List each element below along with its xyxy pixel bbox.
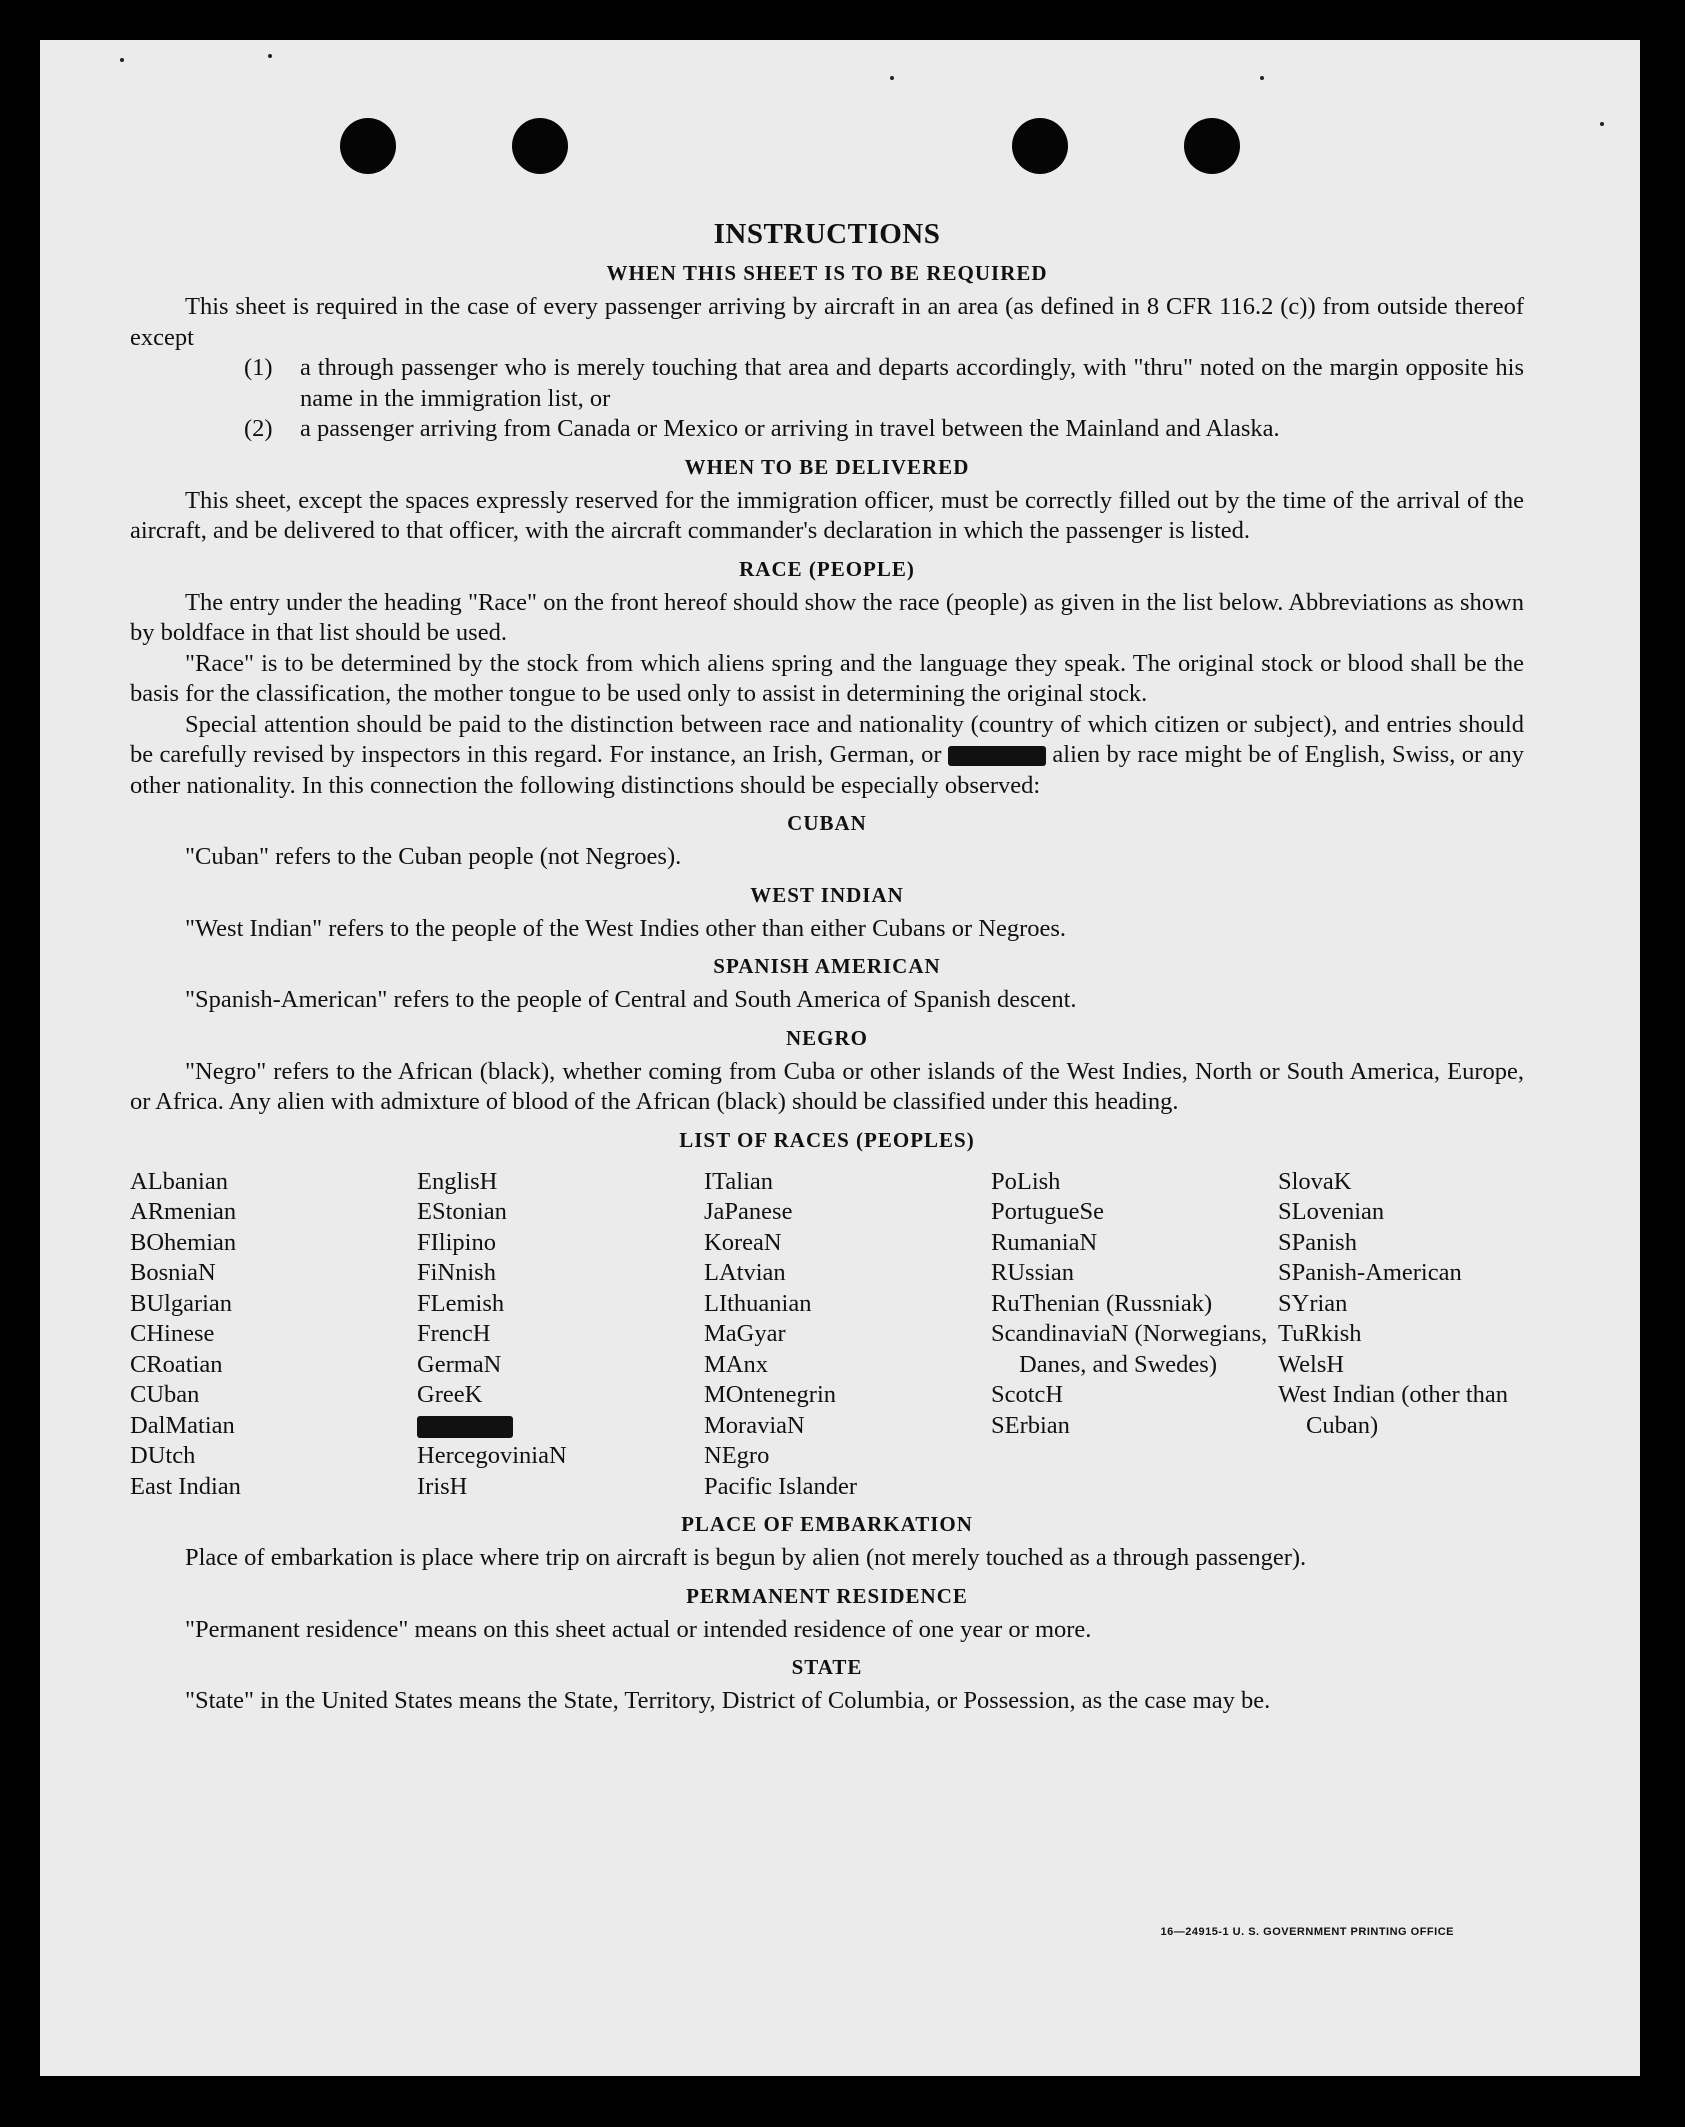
exception-item [244, 414, 1524, 445]
heading-cuban: CUBAN [787, 811, 867, 835]
punch-hole [340, 118, 396, 174]
race-paragraph-3a: Special attention should be paid to the distinction between race and nationality (country of which citizen or subject), and entries should be carefully revised by inspectors in this regard. For instance, an Irish, German, or [130, 710, 1524, 768]
printer-imprint: 16—24915-1 U. S. GOVERNMENT PRINTING OFFICE [1160, 1926, 1454, 1938]
races-column-4 [991, 1167, 1278, 1503]
race-entry: West Indian (other than Cuban) [1278, 1381, 1509, 1439]
exceptions-list [244, 353, 1524, 445]
race-entry: NEgro [704, 1442, 770, 1469]
punch-hole [1184, 118, 1240, 174]
race-entry-redacted [417, 1411, 704, 1442]
page-title: INSTRUCTIONS [713, 218, 941, 250]
heading-race: RACE (PEOPLE) [739, 556, 915, 581]
exception-text: a passenger arriving from Canada or Mexico or arriving in travel between the Mainland and Alaska. [300, 415, 1280, 442]
heading-when-required: WHEN THIS SHEET IS TO BE REQUIRED [606, 261, 1048, 285]
embarkation-text: Place of embarkation is place where trip on aircraft is begun by alien (not merely touched as a through passenger). [185, 1544, 1307, 1571]
race-entry: RuThenian (Russniak) [991, 1289, 1213, 1317]
west-indian-text: "West Indian" refers to the people of the West Indies other than either Cubans or Negroes. [185, 914, 1067, 942]
races-column-5 [1278, 1167, 1524, 1503]
race-entry: SPanish-American [1278, 1259, 1462, 1286]
heading-state: STATE [791, 1655, 863, 1679]
race-entry: DalMatian [130, 1411, 235, 1439]
race-entry: WelsH [1278, 1350, 1345, 1378]
redaction-mark [948, 746, 1046, 766]
race-entry: TuRkish [1278, 1320, 1362, 1347]
races-column-2 [417, 1167, 704, 1503]
heading-embarkation: PLACE OF EMBARKATION [681, 1512, 973, 1536]
exception-item [244, 353, 1524, 414]
race-entry: EnglisH [417, 1167, 498, 1195]
race-paragraph-3 [130, 710, 1524, 802]
punch-hole [1012, 118, 1068, 174]
race-entry: HercegoviniaN [417, 1442, 567, 1469]
race-entry: SLovenian [1278, 1198, 1385, 1225]
race-entry: PortugueSe [991, 1198, 1104, 1225]
when-required-intro: This sheet is required in the case of every passenger arriving by aircraft in an area (as defined in 8 CFR 116.2 (c)) from outside thereof except [130, 293, 1524, 351]
heading-permanent-residence: PERMANENT RESIDENCE [686, 1583, 968, 1608]
race-entry: SlovaK [1278, 1167, 1352, 1195]
speck [268, 54, 272, 58]
race-entry: MaGyar [704, 1320, 786, 1347]
race-entry: FiNnish [417, 1259, 496, 1286]
race-entry: CHinese [130, 1320, 215, 1347]
race-entry: MAnx [704, 1350, 768, 1378]
race-paragraph-3b: alien by race might be of English, Swiss, or any other nationality. In this connection the following distinctions should be especially observed: [130, 741, 1524, 799]
race-entry: DUtch [130, 1442, 196, 1469]
races-list [130, 1167, 1524, 1503]
race-entry: BOhemian [130, 1228, 237, 1256]
heading-spanish-american: SPANISH AMERICAN [713, 954, 941, 978]
race-entry: LIthuanian [704, 1289, 812, 1317]
race-entry: RUssian [991, 1259, 1075, 1286]
punch-hole [512, 118, 568, 174]
race-entry: MOntenegrin [704, 1381, 836, 1408]
race-entry: GermaN [417, 1350, 502, 1378]
race-entry: ITalian [704, 1167, 774, 1195]
race-entry: SPanish [1278, 1228, 1357, 1256]
negro-text: "Negro" refers to the African (black), whether coming from Cuba or other islands of the West Indies, North or South America, Europe, or Africa. Any alien with admixture of blood of the African (black) should be classified under this heading. [130, 1057, 1524, 1115]
heading-when-delivered: WHEN TO BE DELIVERED [684, 454, 970, 479]
races-column-3 [704, 1167, 991, 1503]
race-entry: RumaniaN [991, 1228, 1098, 1256]
race-entry: ScandinaviaN (Norwegians, Danes, and Swedes) [991, 1320, 1268, 1378]
spanish-american-text: "Spanish-American" refers to the people of Central and South America of Spanish descent. [185, 986, 1077, 1013]
exception-text: a through passenger who is merely touching that area and departs accordingly, with "thru" noted on the margin opposite his name in the immigration list, or [300, 354, 1524, 412]
race-entry: FIlipino [417, 1228, 496, 1256]
race-entry: IrisH [417, 1472, 468, 1500]
content [130, 218, 1524, 1717]
race-entry: MoraviaN [704, 1411, 805, 1439]
race-entry: ARmenian [130, 1198, 237, 1225]
speck [1260, 76, 1264, 80]
race-entry: JaPanese [704, 1198, 793, 1225]
speck [1600, 122, 1604, 126]
race-entry: GreeK [417, 1381, 483, 1408]
race-entry: FLemish [417, 1289, 505, 1317]
race-entry: PoLish [991, 1167, 1061, 1195]
exception-number: (1) [244, 354, 273, 381]
speck [890, 76, 894, 80]
permanent-residence-text: "Permanent residence" means on this sheet actual or intended residence of one year or more. [185, 1615, 1092, 1643]
race-entry: CRoatian [130, 1350, 223, 1378]
state-text: "State" in the United States means the State, Territory, District of Columbia, or Possession, as the case may be. [185, 1687, 1271, 1714]
race-entry: CUban [130, 1381, 200, 1408]
race-paragraph-1: The entry under the heading "Race" on the front hereof should show the race (people) as given in the list below. Abbreviations as shown by boldface in that list should be used. [130, 588, 1524, 646]
heading-west-indian: WEST INDIAN [750, 882, 904, 907]
race-entry: SYrian [1278, 1289, 1348, 1317]
document-sheet [40, 40, 1640, 2076]
race-entry: ALbanian [130, 1167, 228, 1195]
exception-number: (2) [244, 415, 273, 442]
cuban-text: "Cuban" refers to the Cuban people (not Negroes). [185, 843, 682, 870]
race-entry: BosniaN [130, 1259, 216, 1286]
race-entry: KoreaN [704, 1228, 782, 1256]
race-entry: ScotcH [991, 1381, 1064, 1408]
heading-negro: NEGRO [785, 1025, 868, 1050]
speck [120, 58, 124, 62]
redaction-mark [417, 1416, 513, 1438]
race-entry: SErbian [991, 1411, 1070, 1439]
race-entry: EStonian [417, 1198, 507, 1225]
heading-list-of-races: LIST OF RACES (PEOPLES) [679, 1127, 975, 1152]
when-delivered-text: This sheet, except the spaces expressly reserved for the immigration officer, must be correctly filled out by the time of the arrival of the aircraft, and be delivered to that officer, with the aircraft commander's declaration in which the passenger is listed. [130, 486, 1524, 544]
race-entry: Pacific Islander [704, 1472, 858, 1500]
race-entry: BUlgarian [130, 1289, 233, 1317]
race-entry: FrencH [417, 1320, 491, 1347]
race-entry: LAtvian [704, 1259, 786, 1286]
race-paragraph-2: "Race" is to be determined by the stock from which aliens spring and the language they speak. The original stock or blood shall be the basis for the classification, the mother tongue to be used only to assist in determining the original stock. [130, 649, 1524, 707]
race-entry: East Indian [130, 1472, 241, 1500]
races-column-1 [130, 1167, 417, 1503]
